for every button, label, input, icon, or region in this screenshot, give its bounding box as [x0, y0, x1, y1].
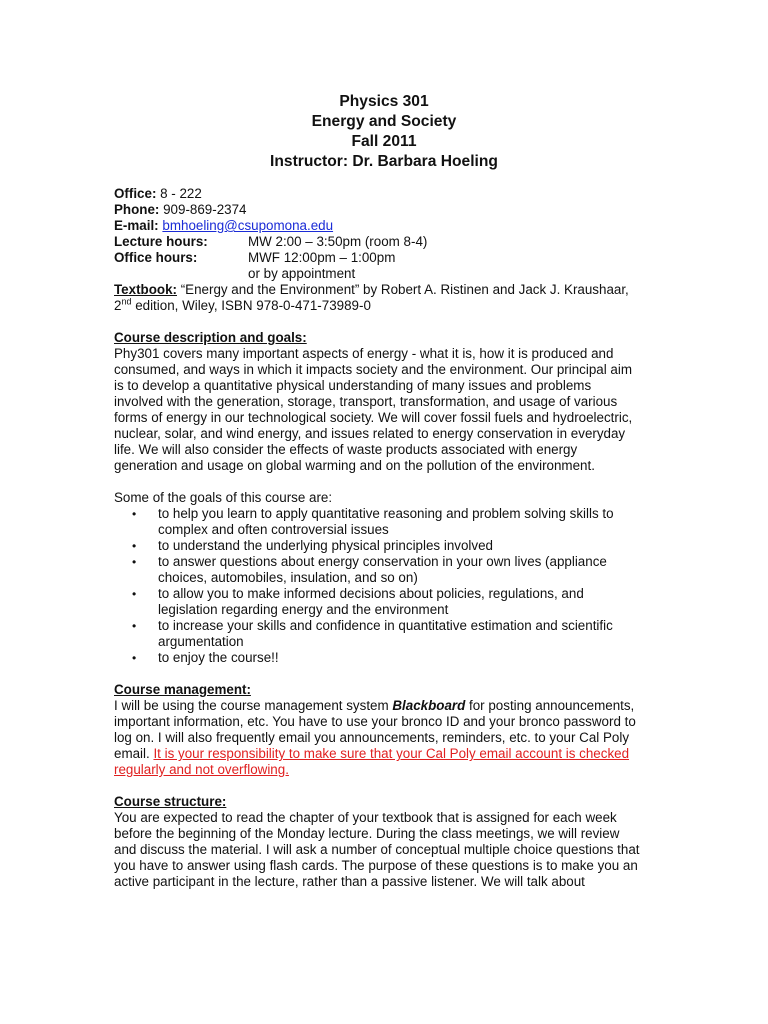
description-line: generation and usage on global warming and on the pollution of the environment. — [114, 458, 595, 473]
management-text: I will be using the course management system — [114, 698, 393, 713]
goal-item — [114, 538, 654, 554]
description-line: consumed, and ways in which it impacts society and the environment. Our principal aim — [114, 362, 633, 377]
textbook-edition-sup: nd — [121, 296, 132, 307]
goals-intro: Some of the goals of this course are: — [114, 490, 333, 505]
course-term: Fall 2011 — [351, 133, 417, 150]
structure-heading: Course structure: — [114, 794, 227, 809]
blackboard-name: Blackboard — [392, 698, 466, 713]
phone-label: Phone: — [114, 202, 160, 217]
office-value: 8 - 222 — [156, 186, 202, 201]
goal-item — [114, 506, 654, 538]
goal-line: to answer questions about energy conservation in your own lives (appliance — [158, 554, 607, 569]
course-title: Physics 301 — [339, 93, 429, 110]
goal-line: legislation regarding energy and the environment — [158, 602, 449, 617]
bullet-icon: • — [132, 587, 137, 601]
description-line: is to develop a quantitative physical understanding of many issues and problems — [114, 378, 592, 393]
description-line: Phy301 covers many important aspects of energy - what it is, how it is produced and — [114, 346, 614, 361]
goal-line: to increase your skills and confidence in quantitative estimation and scientific — [158, 618, 613, 633]
description-line: forms of energy in our technological society. We will cover fossil fuels and hydroelectric, — [114, 410, 633, 425]
office-hours-label: Office hours: — [114, 250, 198, 265]
description-line: life. We will also consider the effects of waste products associated with energy — [114, 442, 578, 457]
bullet-icon: • — [132, 619, 137, 633]
management-line: log on. I will also frequently email you announcements, reminders, etc. to your Cal Poly — [114, 730, 630, 745]
goal-line: argumentation — [158, 634, 244, 649]
office-hours-row — [114, 250, 654, 266]
office-hours-value: MWF 12:00pm – 1:00pm — [248, 250, 396, 265]
management-heading: Course management: — [114, 682, 251, 697]
phone-row — [114, 202, 654, 218]
goal-line: to allow you to make informed decisions about policies, regulations, and — [158, 586, 584, 601]
email-label: E-mail: — [114, 218, 159, 233]
structure-line: and discuss the material. I will ask a number of conceptual multiple choice questions that — [114, 842, 640, 857]
goal-line: complex and often controversial issues — [158, 522, 389, 537]
phone-value: 909-869-2374 — [159, 202, 247, 217]
lecture-hours-value: MW 2:00 – 3:50pm (room 8-4) — [248, 234, 428, 249]
email-responsibility-warning-2: regularly and not overflowing. — [114, 762, 289, 777]
email-responsibility-warning: It is your responsibility to make sure that your Cal Poly email account is checked — [153, 746, 630, 761]
management-text: for posting announcements, — [465, 698, 635, 713]
lecture-hours-row — [114, 234, 654, 250]
management-paragraph — [114, 698, 654, 778]
description-paragraph — [114, 346, 654, 474]
goal-line: to help you learn to apply quantitative reasoning and problem solving skills to — [158, 506, 614, 521]
goal-item — [114, 650, 654, 666]
goal-item — [114, 554, 654, 586]
goal-item — [114, 586, 654, 618]
course-subtitle: Energy and Society — [311, 113, 457, 130]
bullet-icon: • — [132, 539, 137, 553]
office-row — [114, 186, 654, 202]
management-text: email. — [114, 746, 154, 761]
textbook-label: Textbook: — [114, 282, 177, 297]
description-heading: Course description and goals: — [114, 330, 307, 345]
office-label: Office: — [114, 186, 157, 201]
office-hours-value-2: or by appointment — [248, 266, 356, 281]
email-link[interactable]: bmhoeling@csupomona.edu — [162, 218, 334, 233]
description-line: nuclear, solar, and wind energy, and issues related to energy conservation in everyday — [114, 426, 626, 441]
textbook-line-1: “Energy and the Environment” by Robert A. Ristinen and Jack J. Kraushaar, — [176, 282, 629, 297]
lecture-hours-label: Lecture hours: — [114, 234, 208, 249]
goal-line: to enjoy the course!! — [158, 650, 279, 665]
structure-line: active participant in the lecture, rather than a passive listener. We will talk about — [114, 874, 585, 889]
email-row — [114, 218, 654, 234]
goal-line: to understand the underlying physical principles involved — [158, 538, 493, 553]
textbook-line-2: edition, Wiley, ISBN 978-0-471-73989-0 — [131, 298, 371, 313]
goal-line: choices, automobiles, insulation, and so on) — [158, 570, 418, 585]
bullet-icon: • — [132, 651, 137, 665]
bullet-icon: • — [132, 507, 137, 521]
textbook-row — [114, 282, 654, 298]
goal-item — [114, 618, 654, 650]
structure-line: You are expected to read the chapter of your textbook that is assigned for each week — [114, 810, 617, 825]
office-hours-row-2 — [114, 266, 654, 282]
structure-paragraph — [114, 810, 654, 890]
structure-line: you have to answer using flash cards. The purpose of these questions is to make you an — [114, 858, 638, 873]
description-line: involved with the generation, storage, transport, transformation, and usage of various — [114, 394, 618, 409]
textbook-edition-num: 2 — [114, 298, 122, 313]
management-line: important information, etc. You have to use your bronco ID and your bronco password to — [114, 714, 636, 729]
instructor-name: Instructor: Dr. Barbara Hoeling — [270, 153, 498, 170]
goals-list — [114, 506, 654, 666]
bullet-icon: • — [132, 555, 137, 569]
structure-line: before the beginning of the Monday lecture. During the class meetings, we will review — [114, 826, 620, 841]
syllabus-page — [114, 92, 654, 890]
textbook-row-2 — [114, 298, 654, 314]
